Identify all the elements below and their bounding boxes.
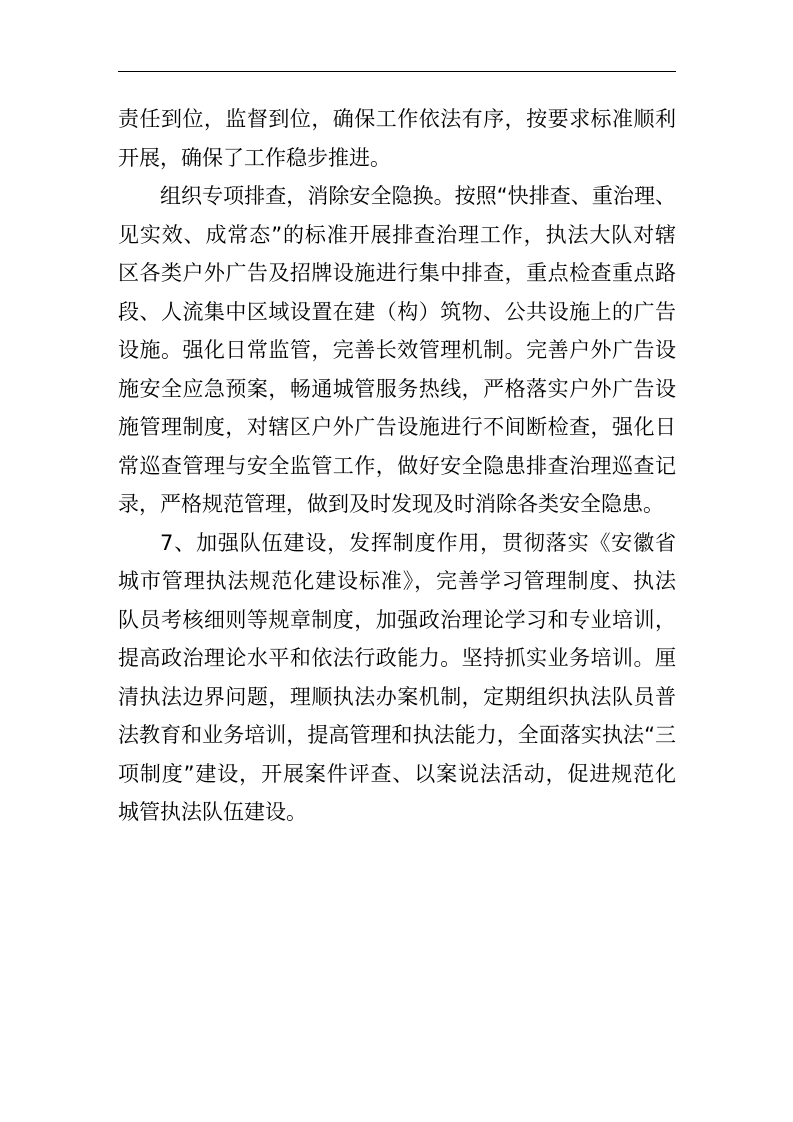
text-line: 7、加强队伍建设，发挥制度作用，贯彻落实《安徽省 <box>160 530 676 555</box>
text-line: 开展，确保了工作稳步推进。 <box>118 145 391 170</box>
paragraph-2 <box>118 177 676 524</box>
text-line: 城管执法队伍建设。 <box>118 800 307 824</box>
text-line: 录，严格规范管理，做到及时发现及时消除各类安全隐患。 <box>118 492 664 516</box>
text-line: 常巡查管理与安全监管工作，做好安全隐患排查治理巡查记 <box>118 453 676 478</box>
text-line: 组织专项排查，消除安全隐换。按照“快排查、重治理、 <box>160 184 676 208</box>
text-line: 责任到位，监督到位，确保工作依法有序，按要求标准顺利 <box>118 107 676 131</box>
document-body <box>118 100 676 832</box>
text-line: 段、人流集中区域设置在建（构）筑物、公共设施上的广告 <box>118 299 676 324</box>
text-line: 法教育和业务培训，提高管理和执法能力，全面落实执法“三 <box>118 723 676 747</box>
paragraph-1 <box>118 100 676 177</box>
paragraph-3 <box>118 524 676 832</box>
text-line: 清执法边界问题，理顺执法办案机制，定期组织执法队员普 <box>118 684 676 709</box>
text-line: 见实效、成常态”的标准开展排查治理工作，执法大队对辖 <box>118 222 676 247</box>
text-line: 提高政治理论水平和依法行政能力。坚持抓实业务培训。厘 <box>118 646 676 670</box>
text-line: 区各类户外广告及招牌设施进行集中排查，重点检查重点路 <box>118 261 676 285</box>
text-line: 城市管理执法规范化建设标准》，完善学习管理制度、执法 <box>118 569 676 593</box>
text-line: 施安全应急预案，畅通城管服务热线，严格落实户外广告设 <box>118 376 676 401</box>
text-line: 设施。强化日常监管，完善长效管理机制。完善户外广告设 <box>118 338 676 362</box>
text-line: 项制度”建设，开展案件评查、以案说法活动，促进规范化 <box>118 761 676 786</box>
text-line: 施管理制度，对辖区户外广告设施进行不间断检查，强化日 <box>118 415 676 439</box>
header-rule <box>118 71 676 72</box>
text-line: 队员考核细则等规章制度，加强政治理论学习和专业培训， <box>118 607 676 632</box>
